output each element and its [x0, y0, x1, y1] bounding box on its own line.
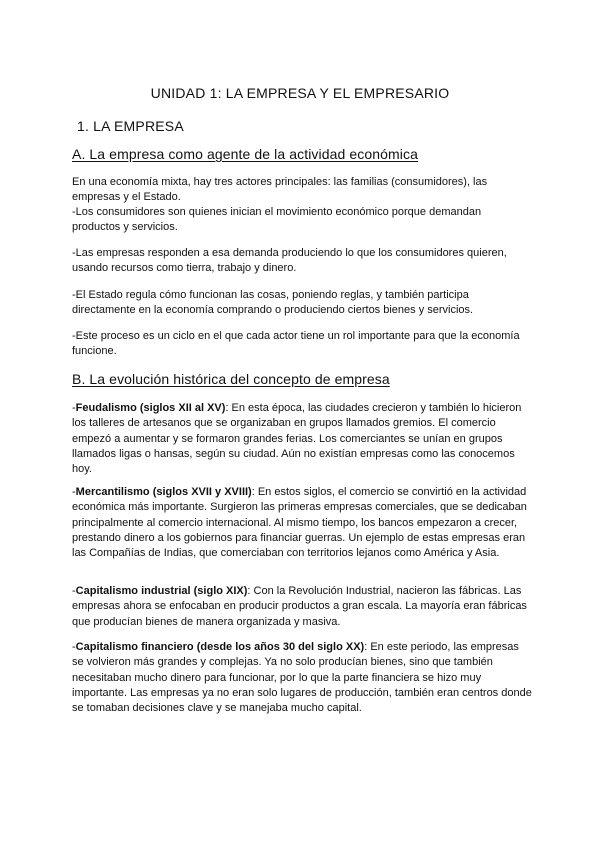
item-dash: - [72, 641, 76, 653]
subsection-a-heading: A. La empresa como agente de la actividad económica [72, 146, 418, 162]
paragraph-empresas: -Las empresas responden a esa demanda produciendo lo que los consumidores quieren, usando recursos como tierra, trabajo y dinero. [72, 247, 507, 275]
document-title: UNIDAD 1: LA EMPRESA Y EL EMPRESARIO [150, 85, 450, 101]
item-term: Capitalismo industrial (siglo XIX) [75, 585, 248, 597]
item-dash: - [72, 585, 76, 597]
paragraph-estado: -El Estado regula cómo funcionan las cosas, poniendo reglas, y también participa directamente en la economía comprando o produciendo ciertos bienes y servicios. [72, 289, 474, 317]
list-item-feudalismo [72, 401, 532, 477]
paragraph-intro: En una economía mixta, hay tres actores principales: las familias (consumidores), las empresas y el Estado. [72, 176, 488, 204]
paragraph-ciclo: -Este proceso es un ciclo en el que cada actor tiene un rol importante para que la economía funcione. [72, 330, 520, 358]
item-term: Feudalismo (siglos XII al XV) [75, 402, 226, 414]
item-dash: - [72, 402, 76, 414]
section-title: 1. LA EMPRESA [77, 118, 184, 134]
item-text: : En estos siglos, el comercio se convirtió en la actividad económica más importante. Surgieron las primeras empresas comerciales, que se dedicaban principalmente al comercio internacional. Al mismo tiempo, los bancos empezaron a crecer, prestando dinero a los gobiernos para financiar guerras. Un ejemplo de estas empresas eran las Compañías de Indias, que comerciaban con territorios lejanos como América y Asia. [72, 486, 527, 560]
list-item-capitalismo-financiero [72, 640, 532, 716]
item-term: Mercantilismo (siglos XVII y XVIII) [75, 486, 252, 498]
subsection-b-heading: B. La evolución histórica del concepto de empresa [72, 371, 390, 387]
item-text: : En esta época, las ciudades crecieron y también lo hicieron los talleres de artesanos que se organizaban en grupos llamados gremios. El comercio empezó a aumentar y se formaron grandes ferias. Los comerciantes se unían en grupos llamados ligas o hansas, según su ciudad. Aún no existían empresas como las conocemos hoy. [72, 402, 522, 476]
item-text: : En este periodo, las empresas se volvieron más grandes y complejas. Ya no solo producían bienes, sino que también necesitaban mucho dinero para funcionar, por lo que la parte financiera se hizo muy importante. Las empresas ya no eran solo lugares de producción, también eran centros donde se tomaban decisiones clave y se manejaba mucho capital. [72, 641, 532, 715]
list-item-mercantilismo [72, 485, 532, 561]
item-text: : Con la Revolución Industrial, nacieron las fábricas. Las empresas ahora se enfocaban en producir productos a gran escala. La mayoría eran fábricas que producían bienes de manera organizada y masiva. [72, 585, 527, 628]
paragraph-consumidores: -Los consumidores son quienes inician el movimiento económico porque demandan productos y servicios. [72, 206, 482, 234]
item-term: Capitalismo financiero (desde los años 30 del siglo XX) [75, 641, 365, 653]
list-item-capitalismo-industrial [72, 584, 532, 630]
item-dash: - [72, 486, 76, 498]
